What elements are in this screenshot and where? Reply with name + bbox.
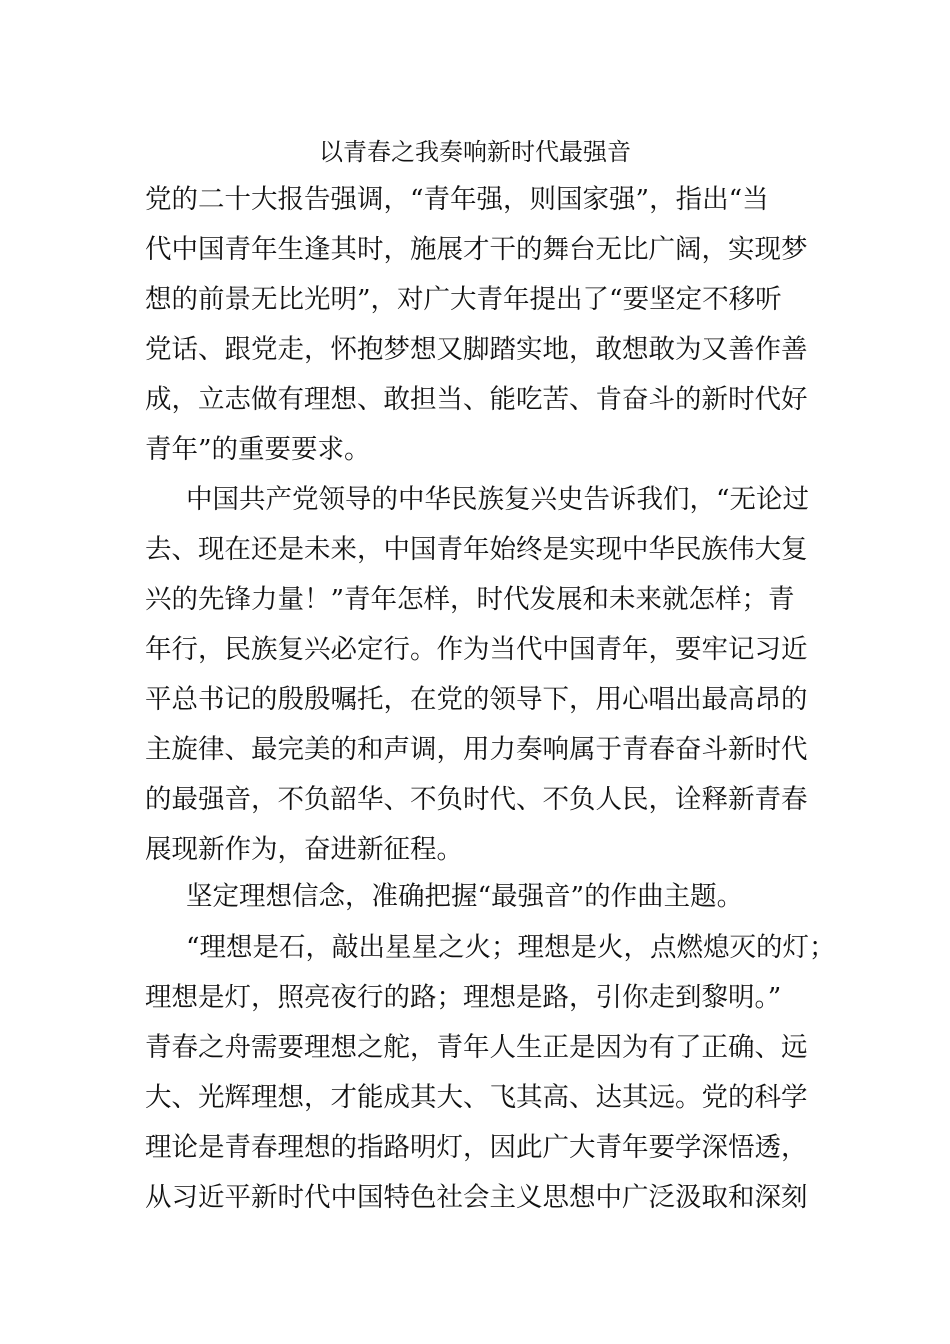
text-line: 主旋律、最完美的和声调，用力奏响属于青春奋斗新时代: [145, 734, 808, 765]
text-line: 青春之舟需要理想之舵，青年人生正是因为有了正确、远: [145, 1032, 808, 1063]
text-line: 展现新作为，奋进新征程。: [145, 834, 463, 865]
text-line: 从习近平新时代中国特色社会主义思想中广泛汲取和深刻: [145, 1182, 808, 1213]
text-line: 中国共产党领导的中华民族复兴史告诉我们，“无论过: [186, 484, 810, 515]
text-line: “理想是石，敲出星星之火；理想是火，点燃熄灭的灯；: [186, 932, 836, 963]
text-line: 党话、跟党走，怀抱梦想又脚踏实地，敢想敢为又善作善: [145, 334, 808, 365]
section-heading: 坚定理想信念，准确把握“最强音”的作曲主题。: [186, 881, 744, 912]
text-line: 大、光辉理想，才能成其大、飞其高、达其远。党的科学: [145, 1082, 808, 1113]
text-line: 党的二十大报告强调，“青年强，则国家强”，指出“当: [145, 184, 769, 215]
text-line: 成，立志做有理想、敢担当、能吃苦、肯奋斗的新时代好: [145, 384, 808, 415]
text-line: 年行，民族复兴必定行。作为当代中国青年，要牢记习近: [145, 634, 808, 665]
text-line: 青年”的重要要求。: [145, 434, 371, 465]
text-line: 兴的先锋力量！”青年怎样，时代发展和未来就怎样；青: [145, 584, 795, 615]
text-line: 理想是灯，照亮夜行的路；理想是路，引你走到黎明。”: [145, 982, 782, 1013]
document-title: 以青春之我奏响新时代最强音: [319, 138, 631, 166]
text-line: 理论是青春理想的指路明灯，因此广大青年要学深悟透，: [145, 1132, 808, 1163]
text-line: 去、现在还是未来，中国青年始终是实现中华民族伟大复: [145, 534, 808, 565]
text-line: 代中国青年生逢其时，施展才干的舞台无比广阔，实现梦: [145, 234, 808, 265]
text-line: 的最强音，不负韶华、不负时代、不负人民，诠释新青春: [145, 784, 808, 815]
text-line: 想的前景无比光明”，对广大青年提出了“要坚定不移听: [145, 284, 782, 315]
text-line: 平总书记的殷殷嘱托，在党的领导下，用心唱出最高昂的: [145, 684, 808, 715]
